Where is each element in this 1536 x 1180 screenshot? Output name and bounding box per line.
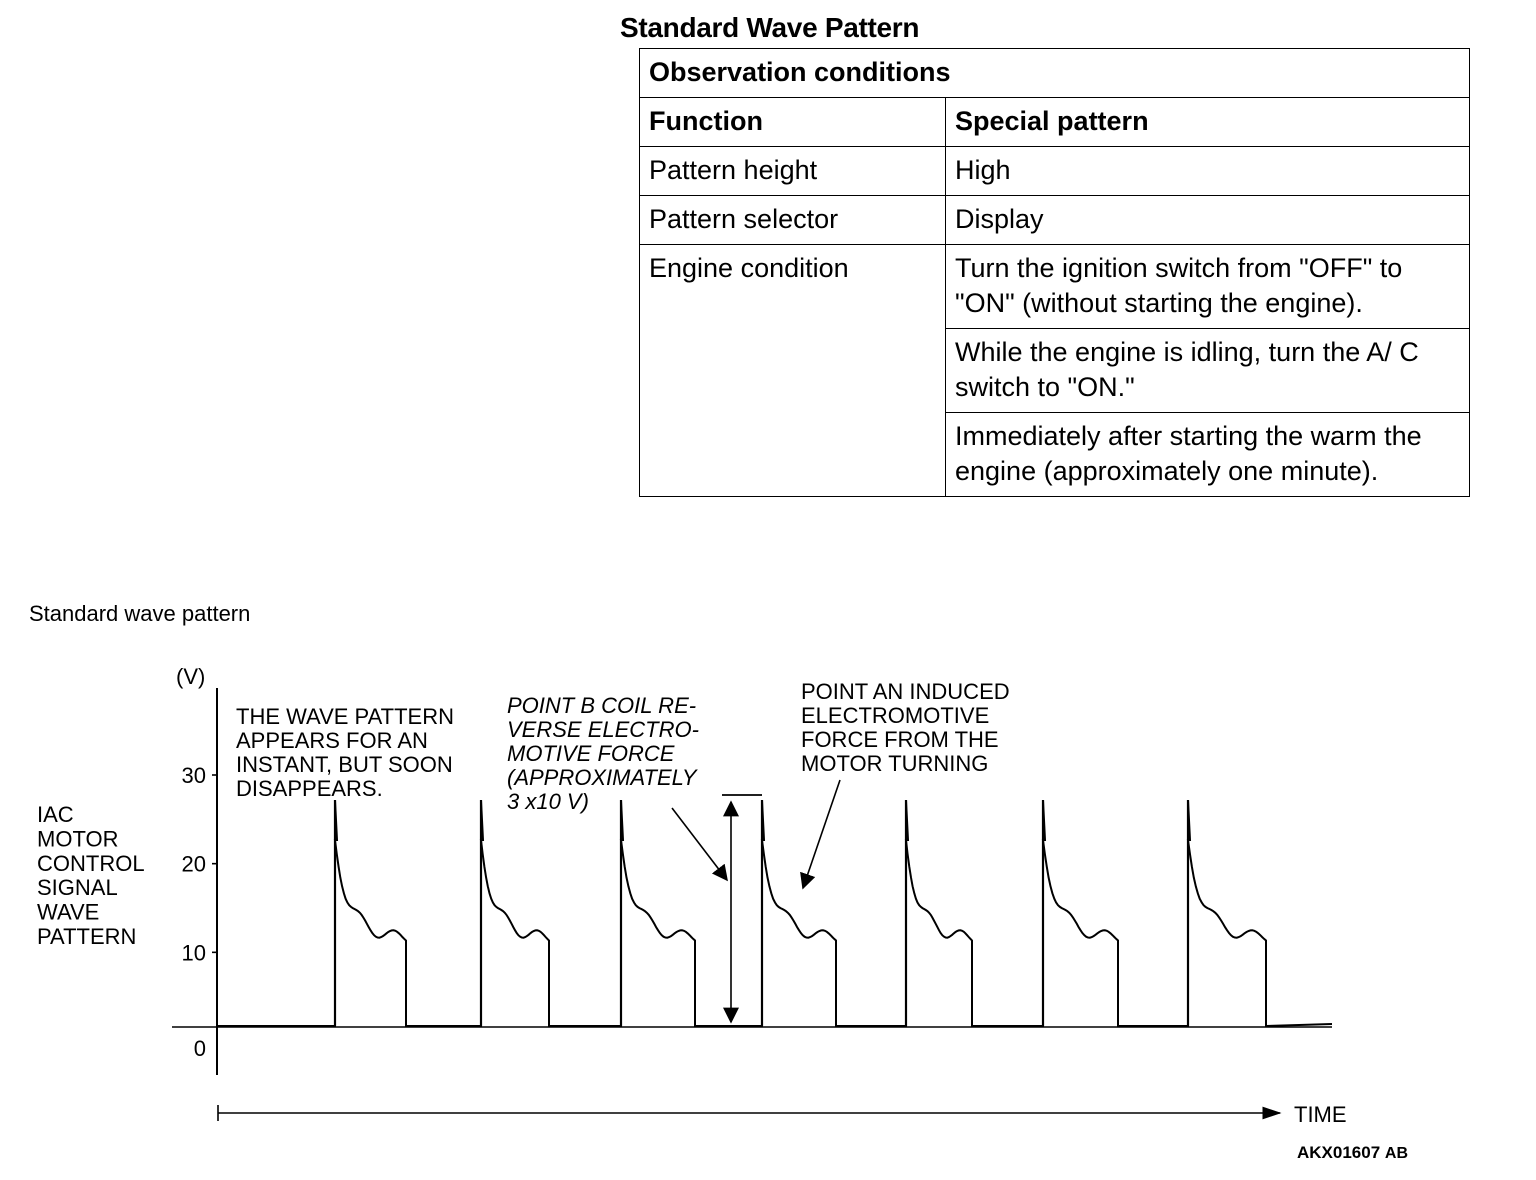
y-label-line: MOTOR <box>37 826 119 852</box>
x-axis-label: TIME <box>1294 1102 1347 1127</box>
y-label-line: WAVE <box>37 899 100 925</box>
annotation-line: FORCE FROM THE <box>801 727 999 752</box>
annotation-line: ELECTROMOTIVE <box>801 703 990 728</box>
figure-id <box>1297 1143 1408 1163</box>
chart-caption: Standard wave pattern <box>29 601 251 626</box>
point-b-leader <box>672 808 727 880</box>
y-tick-label: 10 <box>181 940 206 966</box>
special-pattern-column-header: Special pattern <box>946 98 1470 147</box>
value-cell: Immediately after starting the warm the engine (approximately one minute). <box>946 413 1470 497</box>
annotation-line: APPEARS FOR AN <box>236 728 428 753</box>
annotation-point-a <box>801 679 1010 776</box>
annotation-line: POINT B COIL RE- <box>507 693 697 718</box>
wave-series-line <box>218 800 1332 1026</box>
y-label-line: PATTERN <box>37 924 137 949</box>
annotation-line: POINT AN INDUCED <box>801 679 1010 704</box>
value-cell: Turn the ignition switch from "OFF" to "ON" (without starting the engine). <box>946 245 1470 329</box>
point-a-leader <box>803 780 840 888</box>
figure-code: AKX01607 <box>1297 1143 1381 1162</box>
annotation-line: VERSE ELECTRO- <box>507 717 699 742</box>
y-label-line: SIGNAL <box>37 875 118 901</box>
annotation-line: 3 x10 V) <box>507 789 589 814</box>
y-axis-label <box>37 802 145 949</box>
value-cell: Display <box>946 196 1470 245</box>
value-cell: High <box>946 147 1470 196</box>
y-tick-label: 20 <box>181 851 206 877</box>
y-label-line: IAC <box>37 802 74 827</box>
function-cell: Pattern selector <box>640 196 946 245</box>
function-column-header: Function <box>640 98 946 147</box>
annotation-line: (APPROXIMATELY <box>507 765 697 790</box>
annotation-line: MOTOR TURNING <box>801 751 989 776</box>
y-ticks <box>182 763 218 1061</box>
y-unit-label: (V) <box>176 664 206 689</box>
y-label-line: CONTROL <box>37 850 145 876</box>
function-cell: Pattern height <box>640 147 946 196</box>
annotation-line: THE WAVE PATTERN <box>236 704 454 729</box>
annotation-instant <box>236 704 454 801</box>
annotation-line: MOTIVE FORCE <box>507 741 675 766</box>
annotation-line: DISAPPEARS. <box>236 776 383 801</box>
table-header: Observation conditions <box>640 49 1470 98</box>
y-tick-label: 30 <box>181 763 206 788</box>
y-tick-label: 0 <box>193 1036 206 1061</box>
function-cell: Engine condition <box>640 245 946 497</box>
figure-suffix: AB <box>1384 1145 1409 1162</box>
pulses <box>218 800 1332 1026</box>
annotation-line: INSTANT, BUT SOON <box>236 752 453 777</box>
section-title: Standard Wave Pattern <box>620 12 920 43</box>
annotation-point-b <box>507 693 699 814</box>
value-cell: While the engine is idling, turn the A/ C switch to "ON." <box>946 329 1470 413</box>
